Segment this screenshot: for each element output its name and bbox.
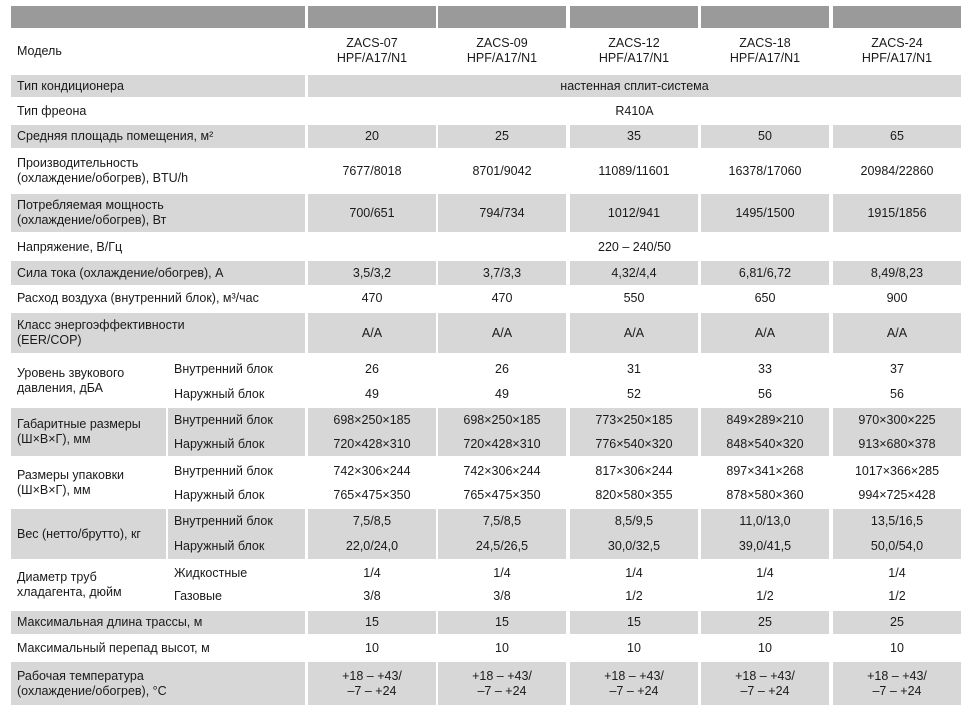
value-cell-text: 1495/1500 xyxy=(735,205,795,220)
value-cell xyxy=(570,408,698,432)
row-label xyxy=(11,287,305,310)
value-cell xyxy=(570,313,698,353)
value-cell-text: 765×475×350 xyxy=(463,487,541,502)
value-cell-text: 49 xyxy=(495,386,509,401)
value-cell-text: 913×680×378 xyxy=(858,436,936,451)
value-cell xyxy=(833,261,961,285)
value-cell-text: 30,0/32,5 xyxy=(607,538,661,553)
value-cell xyxy=(833,611,961,634)
row-label-text: Размеры упаковки (Ш×В×Г), мм xyxy=(17,468,125,497)
value-cell-text: 25 xyxy=(495,129,509,143)
value-cell xyxy=(701,637,829,659)
sub-row-label-text: Наружный блок xyxy=(174,436,265,451)
row-label-text: Класс энергоэффективности (EER/COP) xyxy=(17,318,185,347)
value-cell-text: 848×540×320 xyxy=(726,436,804,451)
value-cell-text: 8701/9042 xyxy=(472,163,532,178)
row-label-text: Максимальный перепад высот, м xyxy=(17,640,210,655)
row-label-text: Максимальная длина трассы, м xyxy=(17,615,203,629)
value-cell xyxy=(833,585,961,608)
value-cell xyxy=(701,561,829,585)
value-cell xyxy=(833,151,961,191)
value-cell xyxy=(701,408,829,432)
value-cell xyxy=(833,194,961,232)
value-cell-text: 49 xyxy=(365,386,379,401)
value-cell xyxy=(701,356,829,382)
value-cell-text: 10 xyxy=(627,640,641,655)
row-label xyxy=(11,100,305,122)
value-cell-text: 1/4 xyxy=(363,565,381,580)
value-cell-text: 20984/22860 xyxy=(860,163,934,178)
row-label xyxy=(11,313,305,353)
value-cell-text: +18 – +43/ –7 – +24 xyxy=(867,668,927,698)
spanning-value-cell-text: R410A xyxy=(615,103,654,118)
value-cell-text: A/A xyxy=(361,325,383,340)
value-cell-text: 25 xyxy=(758,615,772,629)
header-bar-model-2 xyxy=(438,6,566,28)
sub-row-label-text: Жидкостные xyxy=(174,565,248,580)
value-cell-text: A/A xyxy=(491,325,513,340)
value-cell xyxy=(570,611,698,634)
value-cell-text: 16378/17060 xyxy=(728,163,802,178)
value-cell-text: 3,7/3,3 xyxy=(482,265,522,280)
value-cell-text: 1/4 xyxy=(888,565,906,580)
value-cell xyxy=(570,261,698,285)
value-cell-text: A/A xyxy=(623,325,645,340)
value-cell-text: +18 – +43/ –7 – +24 xyxy=(342,668,402,698)
sub-row-label xyxy=(168,459,305,483)
row-label-text: Производительность (охлаждение/обогрев), BTU/h xyxy=(17,156,189,185)
sub-row-label-text: Внутренний блок xyxy=(174,361,273,376)
model-header-cell xyxy=(701,29,829,73)
value-cell xyxy=(833,408,961,432)
value-cell xyxy=(701,509,829,533)
sub-row-label xyxy=(168,356,305,382)
value-cell-text: 52 xyxy=(627,386,641,401)
value-cell xyxy=(438,483,566,507)
value-cell xyxy=(833,483,961,507)
value-cell xyxy=(438,611,566,634)
sub-row-label xyxy=(168,432,305,456)
value-cell-text: 37 xyxy=(890,361,904,376)
value-cell-text: 56 xyxy=(890,386,904,401)
value-cell-text: 7,5/8,5 xyxy=(482,513,522,528)
row-label xyxy=(11,459,166,507)
value-cell xyxy=(833,533,961,559)
value-cell-text: 817×306×244 xyxy=(595,463,673,478)
value-cell xyxy=(701,382,829,406)
spanning-value-cell-text: настенная сплит-система xyxy=(560,78,709,93)
value-cell-text: 7,5/8,5 xyxy=(352,513,392,528)
value-cell xyxy=(308,194,436,232)
sub-row-label xyxy=(168,533,305,559)
value-cell xyxy=(701,611,829,634)
value-cell xyxy=(438,194,566,232)
value-cell-text: 10 xyxy=(365,640,379,655)
value-cell xyxy=(570,483,698,507)
value-cell xyxy=(701,125,829,148)
value-cell xyxy=(833,637,961,659)
model-header-cell xyxy=(570,29,698,73)
value-cell xyxy=(438,408,566,432)
row-label xyxy=(11,611,305,634)
row-label-text: Потребляемая мощность (охлаждение/обогрев), Вт xyxy=(17,198,167,227)
value-cell-text: 50 xyxy=(758,129,772,143)
value-cell-text: 765×475×350 xyxy=(333,487,411,502)
value-cell xyxy=(570,356,698,382)
model-header-cell xyxy=(308,29,436,73)
sub-row-label-text: Внутренний блок xyxy=(174,513,273,528)
value-cell-text: 3,5/3,2 xyxy=(352,265,392,280)
sub-row-label xyxy=(168,509,305,533)
value-cell-text: 698×250×185 xyxy=(463,412,541,427)
value-cell-text: +18 – +43/ –7 – +24 xyxy=(604,668,664,698)
value-cell xyxy=(701,459,829,483)
row-label-text: Тип кондиционера xyxy=(17,78,124,93)
value-cell-text: 776×540×320 xyxy=(595,436,673,451)
value-cell xyxy=(438,637,566,659)
header-bar-model-5 xyxy=(833,6,961,28)
value-cell xyxy=(701,261,829,285)
sub-row-label-text: Внутренний блок xyxy=(174,463,273,478)
model-header-cell-text: ZACS-12 HPF/A17/N1 xyxy=(598,36,670,65)
value-cell xyxy=(438,125,566,148)
spanning-value-cell xyxy=(308,75,961,97)
value-cell xyxy=(308,585,436,608)
value-cell xyxy=(308,261,436,285)
value-cell-text: 8,49/8,23 xyxy=(870,265,924,280)
value-cell-text: 700/651 xyxy=(349,205,395,220)
value-cell-text: 742×306×244 xyxy=(333,463,411,478)
row-label-text: Вес (нетто/брутто), кг xyxy=(17,526,141,541)
value-cell-text: 1915/1856 xyxy=(867,205,927,220)
value-cell xyxy=(570,194,698,232)
value-cell xyxy=(308,459,436,483)
value-cell-text: 849×289×210 xyxy=(726,412,804,427)
value-cell-text: 970×300×225 xyxy=(858,412,936,427)
value-cell xyxy=(308,382,436,406)
value-cell xyxy=(701,585,829,608)
value-cell-text: 820×580×355 xyxy=(595,487,673,502)
value-cell-text: 3/8 xyxy=(363,589,381,603)
value-cell xyxy=(701,313,829,353)
value-cell-text: 8,5/9,5 xyxy=(614,513,654,528)
value-cell xyxy=(570,287,698,310)
value-cell-text: 1017×366×285 xyxy=(854,463,940,478)
spanning-value-cell-text: 220 – 240/50 xyxy=(598,239,671,254)
value-cell-text: 1/4 xyxy=(493,565,511,580)
value-cell xyxy=(438,459,566,483)
row-label-text: Габаритные размеры (Ш×В×Г), мм xyxy=(17,417,141,446)
header-bar-model-3 xyxy=(570,6,698,28)
row-label xyxy=(11,356,166,406)
sub-row-label xyxy=(168,382,305,406)
value-cell xyxy=(570,125,698,148)
header-bar-model-4 xyxy=(701,6,829,28)
row-label-text: Диаметр труб хладагента, дюйм xyxy=(17,569,122,599)
value-cell-text: +18 – +43/ –7 – +24 xyxy=(735,668,795,698)
value-cell xyxy=(701,533,829,559)
value-cell xyxy=(438,261,566,285)
value-cell-text: 26 xyxy=(365,361,379,376)
value-cell-text: 35 xyxy=(627,129,641,143)
row-label-text: Тип фреона xyxy=(17,103,87,118)
value-cell-text: 50,0/54,0 xyxy=(870,538,924,553)
value-cell xyxy=(570,662,698,705)
value-cell-text: 10 xyxy=(758,640,772,655)
value-cell xyxy=(701,432,829,456)
value-cell xyxy=(833,432,961,456)
sub-row-label xyxy=(168,408,305,432)
sub-row-label-text: Газовые xyxy=(174,589,222,603)
value-cell xyxy=(570,585,698,608)
value-cell xyxy=(308,287,436,310)
header-bar-model-1 xyxy=(308,6,436,28)
model-header-cell xyxy=(833,29,961,73)
value-cell-text: 31 xyxy=(627,361,641,376)
value-cell-text: 900 xyxy=(886,291,908,305)
value-cell-text: 10 xyxy=(495,640,509,655)
row-label xyxy=(11,151,305,191)
row-label-text: Напряжение, В/Гц xyxy=(17,239,123,254)
value-cell-text: 470 xyxy=(361,291,383,305)
value-cell-text: 11089/11601 xyxy=(598,163,670,178)
model-header-cell xyxy=(438,29,566,73)
value-cell-text: 994×725×428 xyxy=(858,487,936,502)
value-cell xyxy=(308,408,436,432)
sub-row-label-text: Наружный блок xyxy=(174,386,265,401)
row-label xyxy=(11,261,305,285)
value-cell-text: 6,81/6,72 xyxy=(738,265,792,280)
value-cell-text: 878×580×360 xyxy=(726,487,804,502)
value-cell xyxy=(308,611,436,634)
row-label xyxy=(11,194,305,232)
value-cell xyxy=(308,637,436,659)
value-cell xyxy=(833,382,961,406)
sub-row-label xyxy=(168,585,305,608)
row-label-text: Сила тока (охлаждение/обогрев), А xyxy=(17,265,224,280)
row-label xyxy=(11,125,305,148)
value-cell-text: A/A xyxy=(886,325,908,340)
value-cell-text: 470 xyxy=(491,291,513,305)
value-cell xyxy=(438,313,566,353)
value-cell-text: +18 – +43/ –7 – +24 xyxy=(472,668,532,698)
value-cell xyxy=(308,483,436,507)
value-cell-text: 698×250×185 xyxy=(333,412,411,427)
value-cell xyxy=(308,509,436,533)
value-cell xyxy=(833,313,961,353)
value-cell xyxy=(570,561,698,585)
value-cell xyxy=(308,313,436,353)
value-cell xyxy=(570,382,698,406)
model-header-cell-text: ZACS-09 HPF/A17/N1 xyxy=(466,36,538,65)
value-cell xyxy=(701,151,829,191)
row-label xyxy=(11,637,305,659)
value-cell-text: 550 xyxy=(623,291,645,305)
row-label-text: Средняя площадь помещения, м² xyxy=(17,129,214,143)
value-cell xyxy=(833,356,961,382)
value-cell-text: 1/2 xyxy=(888,589,906,603)
value-cell xyxy=(438,356,566,382)
value-cell-text: 39,0/41,5 xyxy=(738,538,792,553)
sub-row-label-text: Наружный блок xyxy=(174,538,265,553)
value-cell xyxy=(308,561,436,585)
value-cell xyxy=(308,533,436,559)
model-header-cell-text: ZACS-07 HPF/A17/N1 xyxy=(336,36,408,65)
value-cell xyxy=(438,585,566,608)
value-cell-text: 25 xyxy=(890,615,904,629)
value-cell xyxy=(833,561,961,585)
value-cell-text: 1/4 xyxy=(756,565,774,580)
value-cell-text: 24,5/26,5 xyxy=(475,538,529,553)
value-cell-text: A/A xyxy=(754,325,776,340)
value-cell xyxy=(438,662,566,705)
row-label xyxy=(11,408,166,456)
value-cell xyxy=(701,662,829,705)
row-label xyxy=(11,662,305,705)
value-cell-text: 20 xyxy=(365,129,379,143)
value-cell-text: 720×428×310 xyxy=(463,436,541,451)
value-cell xyxy=(833,459,961,483)
value-cell xyxy=(570,533,698,559)
spanning-value-cell xyxy=(308,236,961,258)
row-label-text: Модель xyxy=(17,43,62,58)
sub-row-label xyxy=(168,483,305,507)
value-cell xyxy=(308,356,436,382)
sub-row-label-text: Внутренний блок xyxy=(174,412,273,427)
value-cell xyxy=(308,151,436,191)
row-label xyxy=(11,509,166,559)
value-cell xyxy=(701,194,829,232)
value-cell xyxy=(570,509,698,533)
value-cell xyxy=(438,561,566,585)
value-cell xyxy=(833,509,961,533)
value-cell xyxy=(701,287,829,310)
value-cell-text: 22,0/24,0 xyxy=(345,538,399,553)
value-cell xyxy=(438,509,566,533)
row-label-text: Рабочая температура (охлаждение/обогрев), °С xyxy=(17,668,167,698)
value-cell xyxy=(438,432,566,456)
value-cell-text: 7677/8018 xyxy=(342,163,402,178)
value-cell xyxy=(438,533,566,559)
spanning-value-cell xyxy=(308,100,961,122)
value-cell-text: 1/2 xyxy=(756,589,774,603)
value-cell-text: 720×428×310 xyxy=(333,436,411,451)
value-cell-text: 15 xyxy=(495,615,509,629)
value-cell-text: 1012/941 xyxy=(607,205,661,220)
value-cell-text: 4,32/4,4 xyxy=(611,265,657,280)
value-cell-text: 773×250×185 xyxy=(595,412,673,427)
row-label xyxy=(11,236,305,258)
value-cell xyxy=(570,151,698,191)
row-label xyxy=(11,75,305,97)
value-cell-text: 650 xyxy=(754,291,776,305)
value-cell xyxy=(308,432,436,456)
value-cell xyxy=(570,459,698,483)
value-cell xyxy=(438,151,566,191)
value-cell-text: 1/2 xyxy=(625,589,643,603)
value-cell-text: 11,0/13,0 xyxy=(739,513,791,528)
value-cell xyxy=(833,287,961,310)
value-cell xyxy=(570,637,698,659)
value-cell xyxy=(438,382,566,406)
value-cell-text: 794/734 xyxy=(479,205,525,220)
model-header-cell-text: ZACS-24 HPF/A17/N1 xyxy=(861,36,933,65)
sub-row-label-text: Наружный блок xyxy=(174,487,265,502)
sub-row-label xyxy=(168,561,305,585)
value-cell-text: 65 xyxy=(890,129,904,143)
value-cell-text: 742×306×244 xyxy=(463,463,541,478)
value-cell-text: 33 xyxy=(758,361,772,376)
row-label-text: Расход воздуха (внутренний блок), м³/час xyxy=(17,291,259,305)
value-cell-text: 1/4 xyxy=(625,565,643,580)
value-cell-text: 13,5/16,5 xyxy=(870,513,924,528)
row-label xyxy=(11,561,166,608)
value-cell xyxy=(308,662,436,705)
value-cell-text: 15 xyxy=(627,615,641,629)
value-cell xyxy=(570,432,698,456)
value-cell-text: 56 xyxy=(758,386,772,401)
row-label-text: Уровень звукового давления, дБА xyxy=(17,366,125,395)
value-cell xyxy=(701,483,829,507)
value-cell xyxy=(438,287,566,310)
value-cell xyxy=(308,125,436,148)
model-header-cell-text: ZACS-18 HPF/A17/N1 xyxy=(729,36,801,65)
value-cell-text: 897×341×268 xyxy=(726,463,804,478)
value-cell-text: 15 xyxy=(365,615,379,629)
row-label xyxy=(11,29,305,73)
value-cell xyxy=(833,125,961,148)
value-cell-text: 3/8 xyxy=(493,589,511,603)
value-cell-text: 26 xyxy=(495,361,509,376)
value-cell-text: 10 xyxy=(890,640,904,655)
value-cell xyxy=(833,662,961,705)
header-bar-label xyxy=(11,6,305,28)
